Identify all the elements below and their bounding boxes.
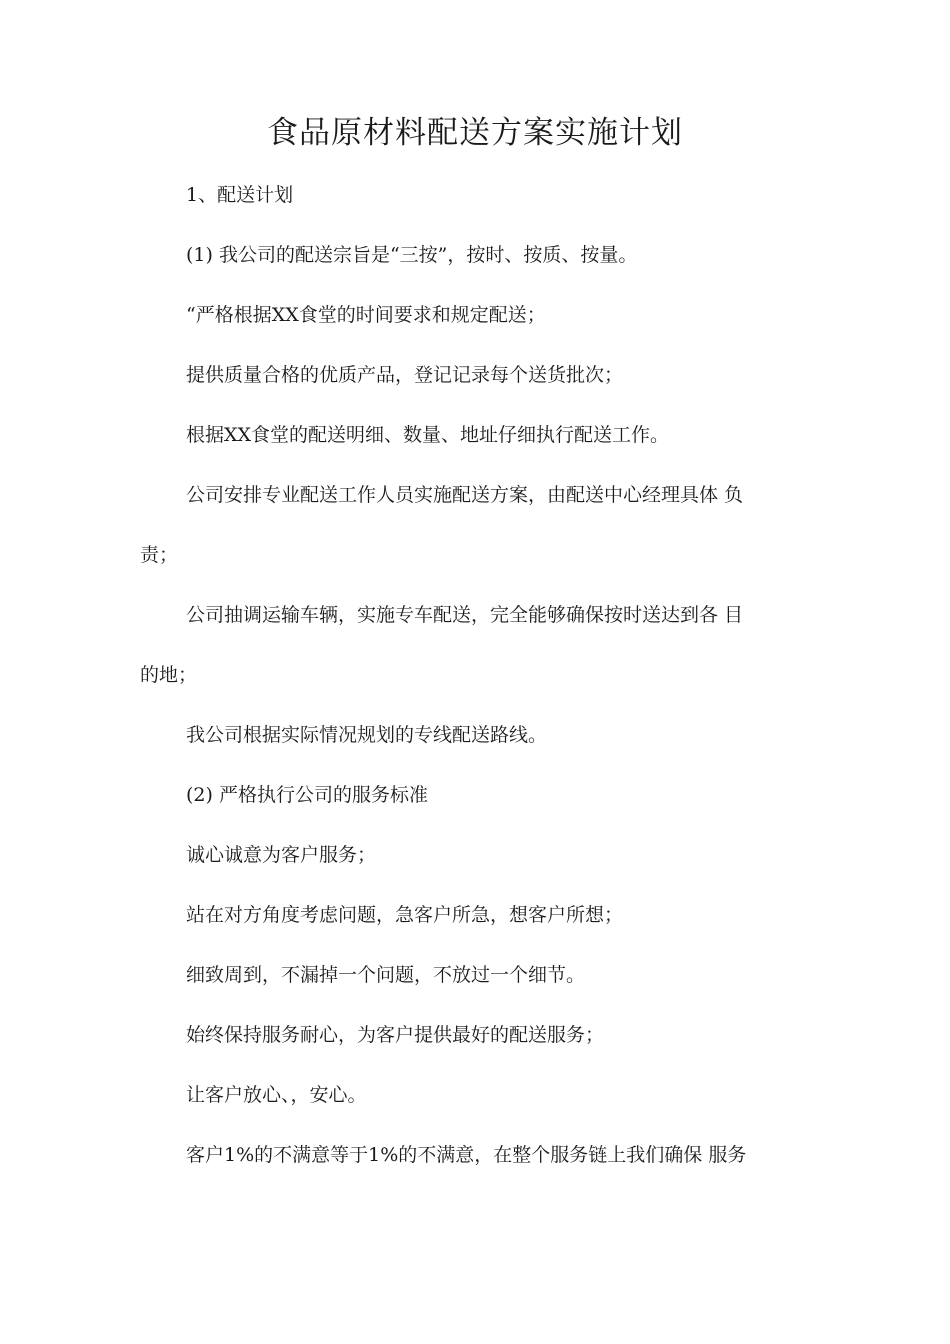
document-title: 食品原材料配送方案实施计划 — [267, 115, 683, 151]
paragraph-vehicles-continued: 的地； — [140, 664, 198, 686]
paragraph-satisfaction: 客户1%的不满意等于1%的不满意，在整个服务链上我们确保 服务 — [186, 1144, 747, 1166]
paragraph-delivery-details: 根据XX食堂的配送明细、数量、地址仔细执行配送工作。 — [186, 424, 670, 446]
paragraph-delivery-principle: (1) 我公司的配送宗旨是“三按”，按时、按质、按量。 — [186, 244, 638, 266]
paragraph-peace-of-mind: 让客户放心、，安心。 — [186, 1084, 367, 1106]
paragraph-routes: 我公司根据实际情况规划的专线配送路线。 — [186, 724, 548, 746]
paragraph-vehicles: 公司抽调运输车辆，实施专车配送，完全能够确保按时送达到各 目 — [186, 604, 744, 626]
paragraph-sincere-service: 诚心诚意为客户服务； — [186, 844, 377, 866]
section-heading-delivery-plan: 1、配送计划 — [186, 184, 294, 206]
paragraph-attention-to-detail: 细致周到，不漏掉一个问题，不放过一个细节。 — [186, 964, 586, 986]
paragraph-customer-perspective: 站在对方角度考虑问题，急客户所急，想客户所想； — [186, 904, 624, 926]
paragraph-staff-arrangement-continued: 责； — [140, 544, 179, 566]
paragraph-quality-products: 提供质量合格的优质产品，登记记录每个送货批次； — [186, 364, 624, 386]
paragraph-staff-arrangement: 公司安排专业配送工作人员实施配送方案，由配送中心经理具体 负 — [186, 484, 744, 506]
paragraph-strict-schedule: “严格根据XX食堂的时间要求和规定配送； — [186, 304, 546, 326]
section-heading-service-standard: (2) 严格执行公司的服务标准 — [186, 784, 428, 806]
paragraph-patience: 始终保持服务耐心，为客户提供最好的配送服务； — [186, 1024, 605, 1046]
